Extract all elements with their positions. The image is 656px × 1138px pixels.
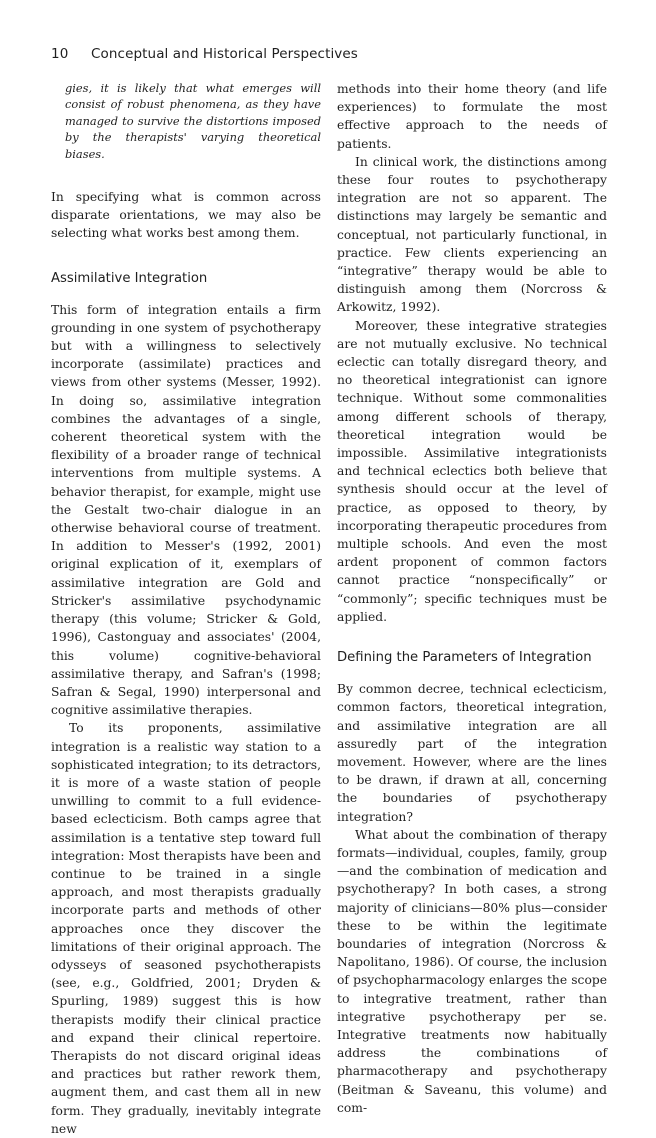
paragraph-common: In specifying what is common across disparate orientations, we may also be selecting what works best among them. <box>51 190 321 241</box>
paragraph-clinical: In clinical work, the distinctions among these four routes to psychotherapy integration are not so apparent. The distinctions may largely be semantic and conceptual, not particularly functional, in practice. Few clients experiencing an “integrative” therapy would be able to distinguish among them (Norcross & Arkowitz, 1992). <box>337 154 607 315</box>
left-column <box>51 80 321 1138</box>
page-number: 10 <box>51 46 69 62</box>
section-heading-parameters: Defining the Parameters of Integration <box>337 650 592 666</box>
paragraph-decree: By common decree, technical eclecticism, common factors, theoretical integration, and assimilative integration are all assuredly part of the integration movement. However, where are the lines to be drawn, if drawn at all, concerning the boundaries of psychotherapy integration? <box>337 682 607 824</box>
paragraph-assimilative-1: This form of integration entails a firm grounding in one system of psychotherapy but with a willingness to selectively incorporate (assimilate) practices and views from other systems (Messer, 1992). In doing so, assimilative integration combines the advantages of a single, coherent theoretical system with the flexibility of a broader range of technical interventions from multiple systems. A behavior therapist, for example, might use the Gestalt two-chair dialogue in an otherwise behavioral course of treatment. In addition to Messer's (1992, 2001) original explication of it, exemplars of assimilative integration are Gold and Stricker's assimilative psychodynamic therapy (this volume; Stricker & Gold, 1996), Castonguay and associates' (2004, this volume) cognitive-behavioral assimilative therapy, and Safran's (1998; Safran & Segal, 1990) interpersonal and cognitive assimilative therapies. <box>51 302 321 718</box>
section-heading-assimilative: Assimilative Integration <box>51 270 208 286</box>
right-column <box>337 80 607 1117</box>
extract-quote: gies, it is likely that what emerges will consist of robust phenomena, as they have managed to survive the distortions imposed by the therapists' varying theoretical biases. <box>65 81 321 161</box>
running-head <box>51 46 611 62</box>
paragraph-formats: What about the combination of therapy formats—individual, couples, family, group—and the combination of medication and psychotherapy? In both cases, a strong majority of clinicians—80% plus—consider these to be within the legitimate boundaries of integration (Norcross & Napolitano, 1986). Of course, the inclusion of psychopharmacology enlarges the scope to integrative treatment, rather than integrative psychotherapy per se. Integrative treatments now habitually address the combinations of pharmacotherapy and psychotherapy (Beitman & Saveanu, this volume) and com- <box>337 827 607 1115</box>
paragraph-moreover: Moreover, these integrative strategies are not mutually exclusive. No technical eclectic can totally disregard theory, and no theoretical integrationist can ignore technique. Without some commonalities among different schools of therapy, theoretical integration would be impossible. Assimilative integrationists and technical eclectics both believe that synthesis should occur at the level of practice, as opposed to theory, by incorporating therapeutic procedures from multiple schools. And even the most ardent proponent of common factors cannot practice “nonspecifically” or “commonly”; specific techniques must be applied. <box>337 318 607 624</box>
paragraph-assimilative-2: To its proponents, assimilative integration is a realistic way station to a sophisticated integration; to its detractors, it is more of a waste station of people unwilling to commit to a full evidence-based eclecticism. Both camps agree that assimilation is a tentative step toward full integration: Most therapists have been and continue to be trained in a single approach, and most therapists gradually incorporate parts and methods of other approaches once they discover the limitations of their original approach. The odysseys of seasoned psychotherapists (see, e.g., Goldfried, 2001; Dryden & Spurling, 1989) suggest this is how therapists modify their clinical practice and expand their clinical repertoire. Therapists do not discard original ideas and practices but rather rework them, augment them, and cast them all in new form. They gradually, inevitably integrate new <box>51 721 321 1136</box>
paragraph-continued: methods into their home theory (and life experiences) to formulate the most effective approach to the needs of patients. <box>337 82 607 151</box>
running-title: Conceptual and Historical Perspectives <box>91 46 358 62</box>
